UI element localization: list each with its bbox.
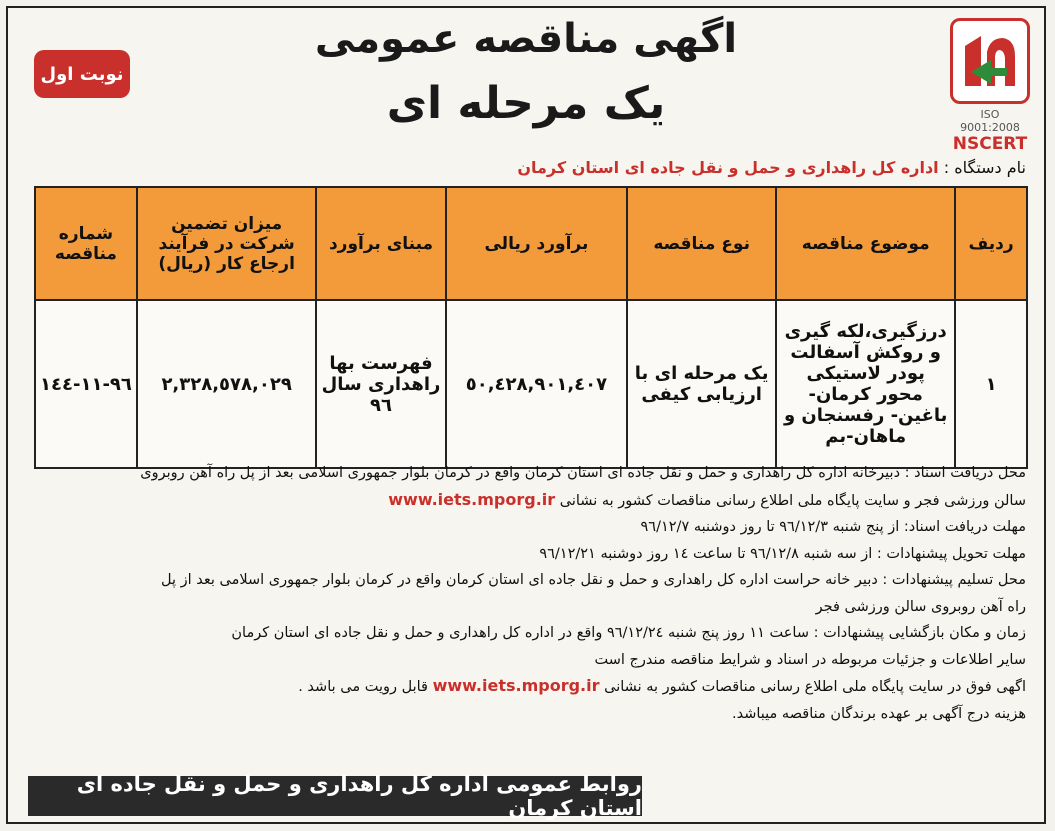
column-header: میزان تضمین شرکت در فرآیند ارجاع کار (ریال) <box>137 187 316 300</box>
table-cell: ٩٦-١١-١٤٤ <box>35 300 137 468</box>
detail-line: راه آهن روبروی سالن ورزشی فجر <box>815 598 1026 615</box>
table-cell: درزگیری،لکه گیری و روکش آسفالت پودر لاستیکی محور کرمان-باغین- رفسنجان و ماهان-بم <box>776 300 955 468</box>
page-title: اگهی مناقصه عمومی <box>314 16 738 62</box>
detail-line: محل دریافت اسناد : دبیرخانه اداره کل راهداری و حمل و نقل جاده ای استان کرمان واقع در کرمان بلوار جمهوری اسلامی بعد از پل راه آهن روبروی <box>140 465 1026 481</box>
detail-text: اگهی فوق در سایت پایگاه ملی اطلاع رسانی مناقصات کشور به نشانی <box>604 679 1026 695</box>
organization-name: اداره کل راهداری و حمل و نقل جاده ای استان کرمان <box>517 158 939 177</box>
detail-line: مهلت دریافت اسناد: از پنج شنبه ٩٦/١٢/٣ تا روز دوشنبه ٩٦/١٢/٧ <box>640 519 1026 535</box>
organization-line <box>517 158 1026 177</box>
detail-text: قابل رویت می باشد . <box>298 679 428 695</box>
column-header: شماره مناقصه <box>35 187 137 300</box>
table-row <box>35 300 1027 468</box>
table-cell: ٢,٣٢٨,٥٧٨,٠٢٩ <box>137 300 316 468</box>
detail-line: سایر اطلاعات و جزئیات مربوطه در اسناد و شرایط مناقصه مندرج است <box>594 651 1026 668</box>
column-header: مبنای برآورد <box>316 187 445 300</box>
road-organization-logo-icon <box>950 18 1030 104</box>
table-header-row <box>35 187 1027 300</box>
table-cell: فهرست بها راهداری سال ٩٦ <box>316 300 445 468</box>
cert-brand: NSCERT <box>952 134 1028 154</box>
table-cell: ١ <box>955 300 1027 468</box>
tender-details <box>28 460 1026 727</box>
detail-line: هزینه درج آگهی بر عهده برندگان مناقصه میباشد. <box>732 705 1026 722</box>
detail-line: محل تسلیم پیشنهادات : دبیر خانه حراست اداره کل راهداری و حمل و نقل جاده ای استان کرمان واقع در کرمان بلوار جمهوری اسلامی بعد از پل <box>160 572 1026 588</box>
detail-text: سالن ورزشی فجر و سایت پایگاه ملی اطلاع رسانی مناقصات کشور به نشانی <box>559 492 1026 509</box>
organization-logo <box>950 18 1030 154</box>
website-link[interactable]: www.iets.mporg.ir <box>388 489 556 509</box>
round-badge: نوبت اول <box>34 50 130 98</box>
column-header: برآورد ریالی <box>446 187 628 300</box>
column-header: موضوع مناقصه <box>776 187 955 300</box>
detail-line <box>28 673 1026 701</box>
table-cell: یک مرحله ای با ارزیابی کیفی <box>627 300 776 468</box>
iso-text: ISO 9001:2008 <box>960 108 1020 134</box>
tender-table <box>34 186 1028 469</box>
header <box>8 8 1044 158</box>
column-header: نوع مناقصه <box>627 187 776 300</box>
detail-line: زمان و مکان بازگشایی پیشنهادات : ساعت ١١ روز پنج شنبه ٩٦/١٢/٢٤ واقع در اداره کل راهداری و حمل و نقل جاده ای استان کرمان <box>231 625 1026 641</box>
detail-line: مهلت تحویل پیشنهادات : از سه شنبه ٩٦/١٢/٨ تا ساعت ١٤ روز دوشنبه ٩٦/١٢/٢١ <box>539 545 1026 562</box>
public-relations-footer: روابط عمومی اداره کل راهداری و حمل و نقل جاده ای استان کرمان <box>28 776 642 816</box>
ad-frame <box>6 6 1046 824</box>
column-header: ردیف <box>955 187 1027 300</box>
website-link[interactable]: www.iets.mporg.ir <box>432 676 600 695</box>
detail-line <box>28 487 1026 515</box>
page-subtitle: یک مرحله ای <box>386 78 666 129</box>
organization-label: نام دستگاه : <box>943 158 1026 177</box>
table-cell: ٥٠,٤٢٨,٩٠١,٤٠٧ <box>446 300 628 468</box>
